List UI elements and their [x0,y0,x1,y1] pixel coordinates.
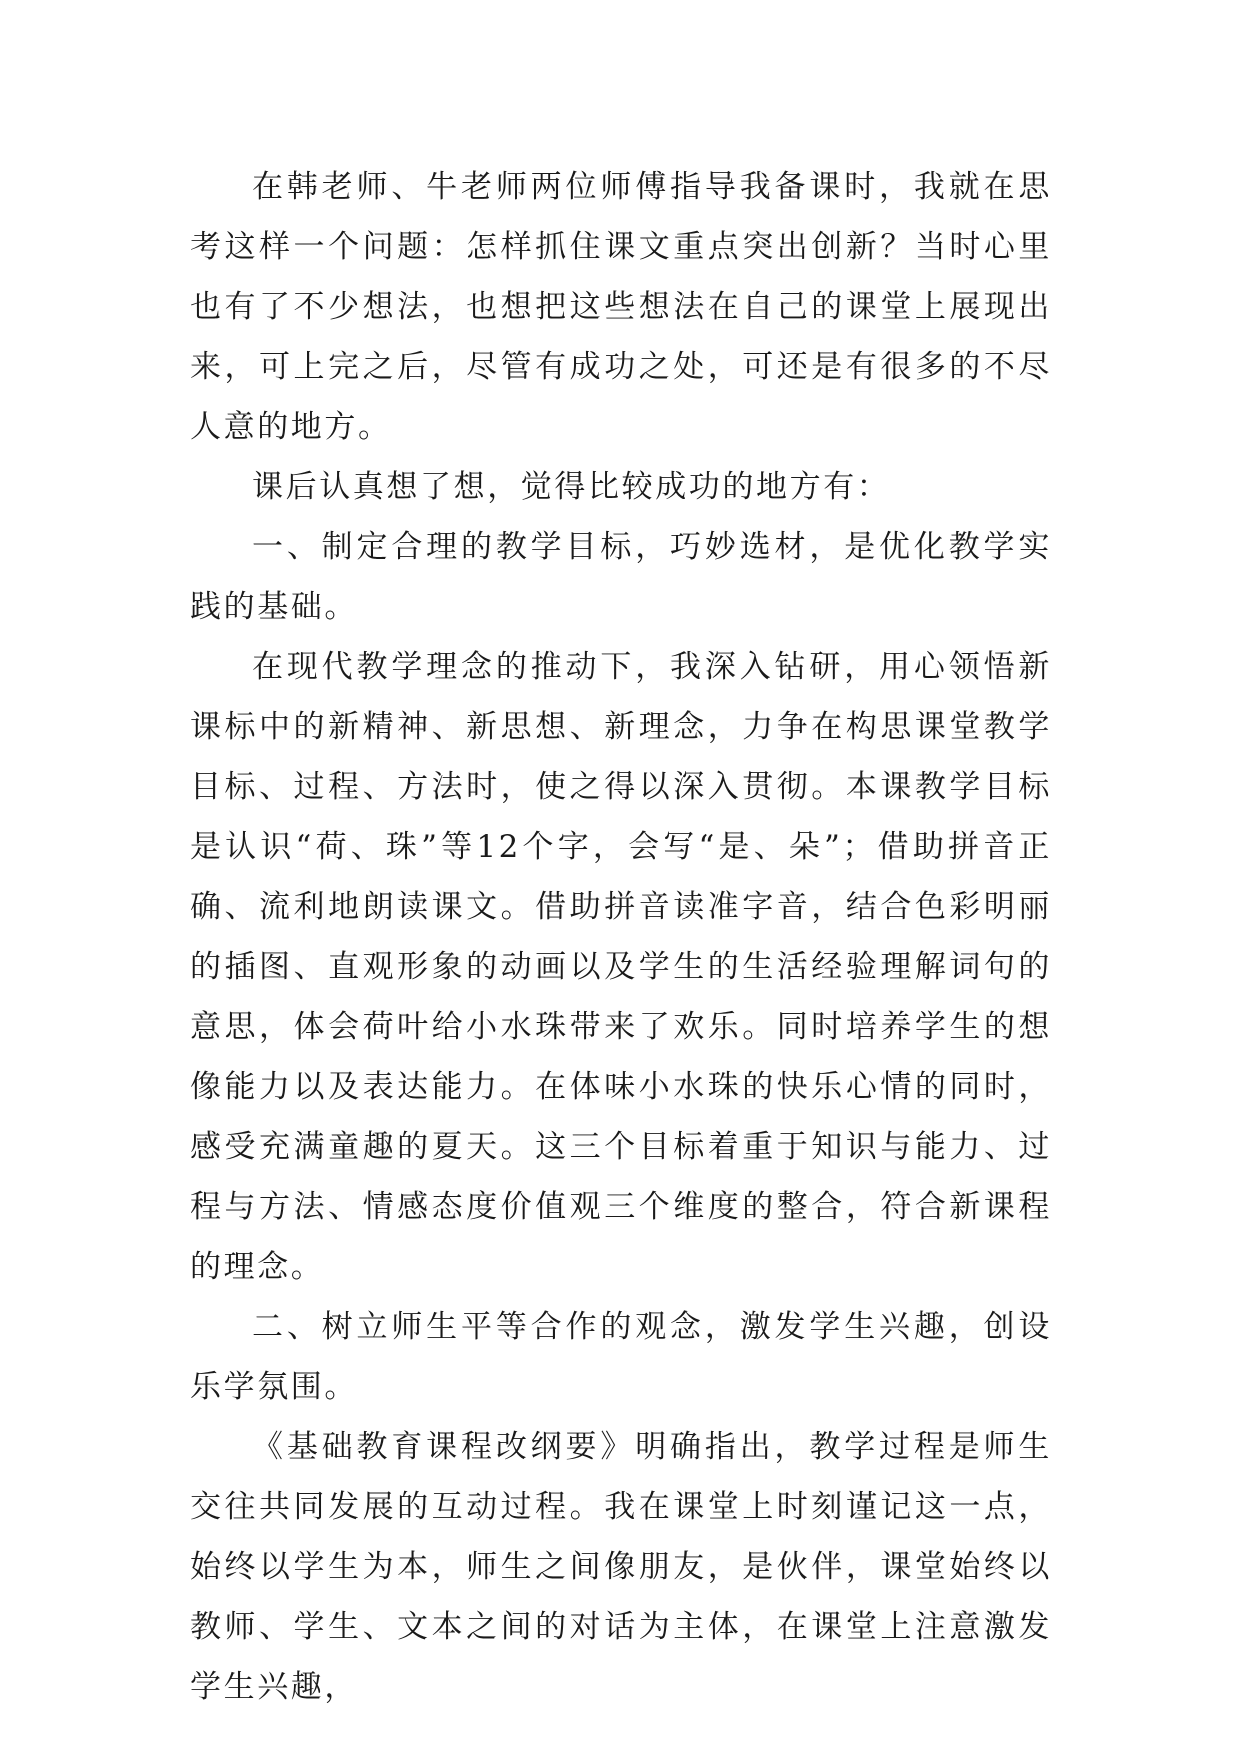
document-body [190,157,1052,1717]
paragraph-reflection-lead: 课后认真想了想，觉得比较成功的地方有： [252,469,891,505]
paragraph-point-two-heading: 二、树立师生平等合作的观念，激发学生兴趣，创设乐学氛围。 [190,1309,1052,1405]
paragraph-point-one-body: 在现代教学理念的推动下，我深入钻研，用心领悟新课标中的新精神、新思想、新理念，力争在构思课堂教学目标、过程、方法时，使之得以深入贯彻。本课教学目标是认识“荷、珠”等12个字，会写“是、朵”；借助拼音正确、流利地朗读课文。借助拼音读准字音，结合色彩明丽的插图、直观形象的动画以及学生的生活经验理解词句的意思，体会荷叶给小水珠带来了欢乐。同时培养学生的想像能力以及表达能力。在体味小水珠的快乐心情的同时，感受充满童趣的夏天。这三个目标着重于知识与能力、过程与方法、情感态度价值观三个维度的整合，符合新课程的理念。 [190,649,1052,1285]
paragraph-point-two-body: 《基础教育课程改纲要》明确指出，教学过程是师生交往共同发展的互动过程。我在课堂上时刻谨记这一点，始终以学生为本，师生之间像朋友，是伙伴，课堂始终以教师、学生、文本之间的对话为主体，在课堂上注意激发学生兴趣， [190,1429,1052,1705]
paragraph-intro: 在韩老师、牛老师两位师傅指导我备课时，我就在思考这样一个问题：怎样抓住课文重点突出创新？当时心里也有了不少想法，也想把这些想法在自己的课堂上展现出来，可上完之后，尽管有成功之处，可还是有很多的不尽人意的地方。 [190,169,1052,445]
paragraph-point-one-heading: 一、制定合理的教学目标，巧妙选材，是优化教学实践的基础。 [190,529,1052,625]
